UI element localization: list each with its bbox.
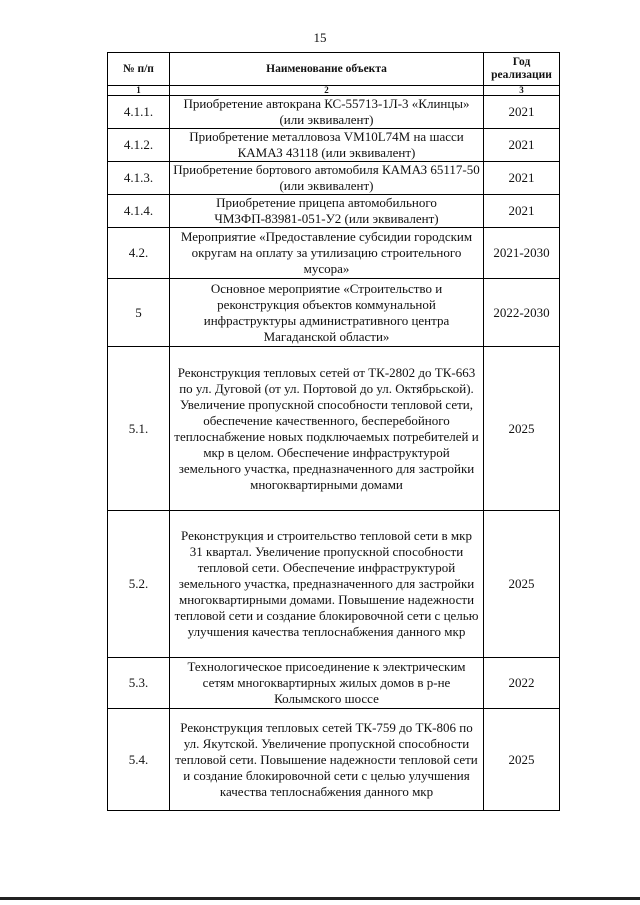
row-year: 2022-2030 [484, 279, 560, 347]
row-year: 2022 [484, 658, 560, 709]
header-name: Наименование объекта [170, 53, 484, 86]
row-name: Приобретение прицепа автомобильного ЧМЗФП-83981-051-У2 (или эквивалент) [170, 195, 484, 228]
row-year: 2025 [484, 347, 560, 511]
row-num: 4.2. [108, 228, 170, 279]
table-row [108, 279, 560, 347]
row-num: 5 [108, 279, 170, 347]
column-number-row [108, 86, 560, 96]
row-num: 5.1. [108, 347, 170, 511]
page-number: 15 [313, 30, 327, 45]
row-num: 5.4. [108, 709, 170, 811]
table-row [108, 195, 560, 228]
scan-edge-line [0, 897, 640, 900]
table-row [108, 347, 560, 511]
row-name: Мероприятие «Предоставление субсидии городским округам на оплату за утилизацию строительного мусора» [170, 228, 484, 279]
row-year: 2021-2030 [484, 228, 560, 279]
row-name: Приобретение металловоза VM10L74M на шасси КАМАЗ 43118 (или эквивалент) [170, 129, 484, 162]
row-year: 2025 [484, 709, 560, 811]
header-num: № п/п [108, 53, 170, 86]
table-row [108, 96, 560, 129]
table-row [108, 658, 560, 709]
column-number: 1 [108, 86, 170, 96]
row-name: Приобретение бортового автомобиля КАМАЗ 65117-50 (или эквивалент) [170, 162, 484, 195]
row-num: 4.1.4. [108, 195, 170, 228]
row-name: Основное мероприятие «Строительство и реконструкция объектов коммунальной инфраструктуры административного центра Магаданской области» [170, 279, 484, 347]
table-row [108, 162, 560, 195]
row-year: 2025 [484, 511, 560, 658]
row-name: Приобретение автокрана КС-55713-1Л-3 «Клинцы» (или эквивалент) [170, 96, 484, 129]
header-row [108, 53, 560, 86]
row-num: 4.1.3. [108, 162, 170, 195]
row-name: Реконструкция тепловых сетей ТК-759 до ТК-806 по ул. Якутской. Увеличение пропускной способности тепловой сети. Повышение надежности тепловой сети и создание блокировочной сети с целью улучшения качества теплоснабжения данного мкр [170, 709, 484, 811]
row-name: Реконструкция и строительство тепловой сети в мкр 31 квартал. Увеличение пропускной способности тепловой сети. Обеспечение инфраструктурой земельного участка, предназначенного для застройки многоквартирными домами. Повышение надежности тепловой сети и создание блокировочной сети с целью улучшения качества теплоснабжения данного мкр [170, 511, 484, 658]
objects-table [107, 52, 560, 811]
row-name: Технологическое присоединение к электрическим сетям многоквартирных жилых домов в р-не Колымского шоссе [170, 658, 484, 709]
row-num: 5.2. [108, 511, 170, 658]
header-year: Год реализации [484, 53, 560, 86]
column-number: 3 [484, 86, 560, 96]
column-number: 2 [170, 86, 484, 96]
row-num: 5.3. [108, 658, 170, 709]
table-row [108, 511, 560, 658]
row-name: Реконструкция тепловых сетей от ТК-2802 до ТК-663 по ул. Дуговой (от ул. Портовой до ул. Октябрьской). Увеличение пропускной способности тепловой сети, обеспечение качественного, бесперебойного теплоснабжение новых подключаемых потребителей и мкр в целом. Обеспечение инфраструктурой земельного участка, предназначенного для застройки многоквартирными домами [170, 347, 484, 511]
row-num: 4.1.1. [108, 96, 170, 129]
table-row [108, 228, 560, 279]
row-year: 2021 [484, 195, 560, 228]
table-row [108, 709, 560, 811]
row-year: 2021 [484, 96, 560, 129]
row-year: 2021 [484, 162, 560, 195]
row-num: 4.1.2. [108, 129, 170, 162]
table-row [108, 129, 560, 162]
row-year: 2021 [484, 129, 560, 162]
